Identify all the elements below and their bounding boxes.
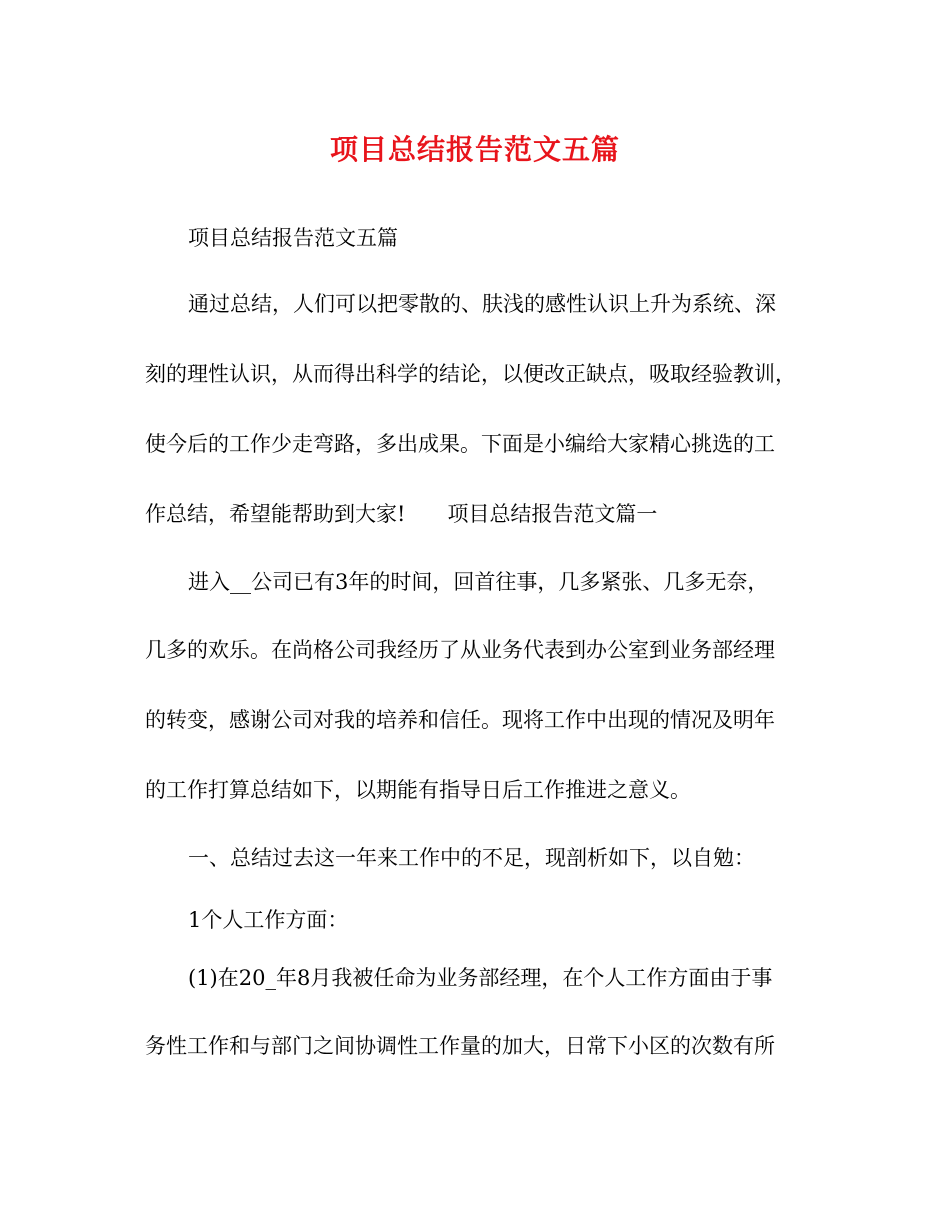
section-heading: 一、总结过去这一年来工作中的不足，现剖析如下，以自勉：: [188, 846, 755, 870]
paragraph-line: 的转变，感谢公司对我的培养和信任。现将工作中出现的情况及明年: [145, 708, 775, 732]
paragraph-line: 进入__公司已有3年的时间，回首往事，几多紧张、几多无奈，: [188, 570, 769, 594]
paragraph-line: 刻的理性认识，从而得出科学的结论，以便改正缺点，吸取经验教训，: [145, 362, 796, 386]
paragraph-line: 使今后的工作少走弯路，多出成果。下面是小编给大家精心挑选的工: [145, 432, 775, 456]
subsection-heading: 1个人工作方面：: [188, 908, 349, 932]
paragraph-line: 通过总结，人们可以把零散的、肤浅的感性认识上升为系统、深: [188, 292, 776, 316]
document-title: 项目总结报告范文五篇: [329, 133, 620, 166]
paragraph-line: 务性工作和与部门之间协调性工作量的加大，日常下小区的次数有所: [145, 1034, 775, 1058]
paragraph-line: 几多的欢乐。在尚格公司我经历了从业务代表到办公室到业务部经理: [145, 638, 775, 662]
subtitle-line: 项目总结报告范文五篇: [188, 226, 398, 250]
paragraph-line: (1)在20_年8月我被任命为业务部经理，在个人工作方面由于事: [188, 966, 773, 990]
paragraph-line: 作总结，希望能帮助到大家! 项目总结报告范文篇一: [145, 502, 658, 526]
paragraph-line: 的工作打算总结如下，以期能有指导日后工作推进之意义。: [145, 778, 691, 802]
